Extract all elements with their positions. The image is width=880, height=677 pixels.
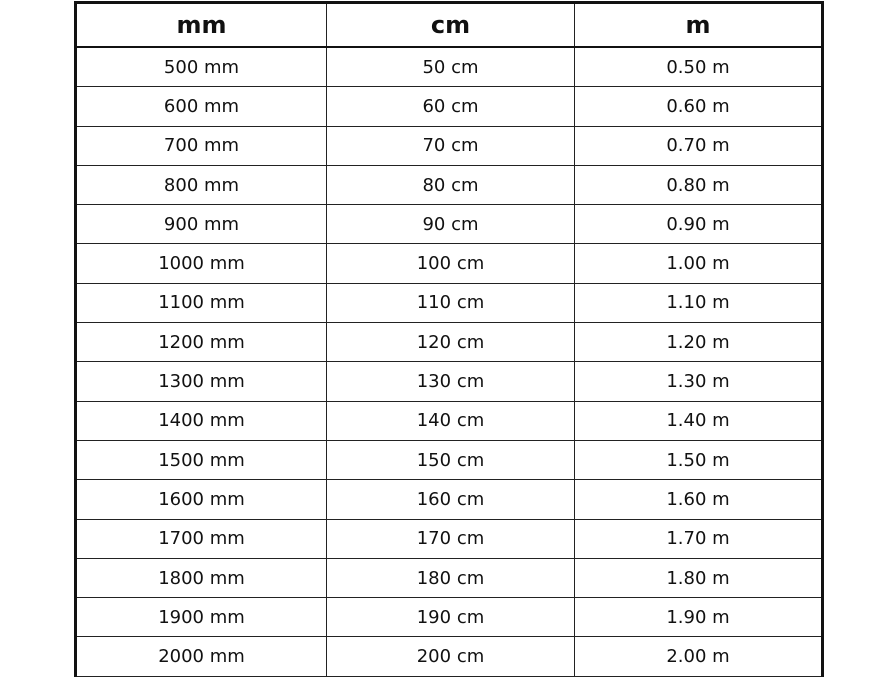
table-row (77, 48, 821, 87)
table-row (77, 166, 821, 205)
cell-m: 1.70 m (666, 528, 730, 550)
cell-m: 0.70 m (666, 135, 730, 157)
cell-m: 0.80 m (666, 174, 730, 196)
table-row (77, 244, 821, 283)
table-row (77, 127, 821, 166)
cell-mm: 700 mm (77, 127, 327, 165)
cell-cm: 200 cm (327, 637, 575, 675)
cell-m: 1.10 m (666, 292, 730, 314)
cell-cm: 80 cm (327, 166, 575, 204)
cell-cm: 170 cm (327, 520, 575, 558)
cell-cm: 130 cm (327, 362, 575, 400)
cell-cm: 190 cm (327, 598, 575, 636)
cell-mm: 1900 mm (77, 598, 327, 636)
cell-m: 0.90 m (666, 213, 730, 235)
cell-m: 1.30 m (666, 371, 730, 393)
table-row (77, 362, 821, 401)
cell-m: 2.00 m (666, 646, 730, 668)
cell-cm: 100 cm (327, 244, 575, 282)
cell-m: 1.40 m (666, 410, 730, 432)
cell-m: 1.90 m (666, 606, 730, 628)
table-row (77, 323, 821, 362)
header-m: m (685, 11, 711, 39)
conversion-table (74, 1, 824, 677)
cell-mm: 1500 mm (77, 441, 327, 479)
cell-cm: 180 cm (327, 559, 575, 597)
cell-mm: 1400 mm (77, 402, 327, 440)
cell-m: 1.80 m (666, 567, 730, 589)
table-row (77, 480, 821, 519)
table-row (77, 402, 821, 441)
cell-mm: 1600 mm (77, 480, 327, 518)
table-row (77, 520, 821, 559)
cell-m: 1.50 m (666, 449, 730, 471)
cell-m: 1.20 m (666, 331, 730, 353)
cell-cm: 110 cm (327, 284, 575, 322)
cell-mm: 1200 mm (77, 323, 327, 361)
table-row (77, 205, 821, 244)
cell-cm: 160 cm (327, 480, 575, 518)
cell-m: 0.60 m (666, 95, 730, 117)
header-mm: mm (77, 4, 327, 46)
cell-cm: 120 cm (327, 323, 575, 361)
cell-mm: 2000 mm (77, 637, 327, 675)
cell-cm: 90 cm (327, 205, 575, 243)
cell-m: 1.60 m (666, 488, 730, 510)
cell-mm: 900 mm (77, 205, 327, 243)
cell-mm: 1300 mm (77, 362, 327, 400)
cell-cm: 50 cm (327, 48, 575, 86)
table-row (77, 441, 821, 480)
cell-m: 1.00 m (666, 253, 730, 275)
cell-cm: 70 cm (327, 127, 575, 165)
cell-cm: 60 cm (327, 87, 575, 125)
cell-mm: 800 mm (77, 166, 327, 204)
table-row (77, 637, 821, 676)
cell-mm: 1800 mm (77, 559, 327, 597)
table-header-row (77, 4, 821, 48)
table-body (77, 48, 821, 677)
cell-mm: 500 mm (77, 48, 327, 86)
header-cm: cm (327, 4, 575, 46)
cell-cm: 150 cm (327, 441, 575, 479)
table-row (77, 87, 821, 126)
cell-cm: 140 cm (327, 402, 575, 440)
table-row (77, 284, 821, 323)
table-row (77, 559, 821, 598)
cell-mm: 1100 mm (77, 284, 327, 322)
table-row (77, 598, 821, 637)
cell-m: 0.50 m (666, 56, 730, 78)
cell-mm: 1700 mm (77, 520, 327, 558)
cell-mm: 600 mm (77, 87, 327, 125)
cell-mm: 1000 mm (77, 244, 327, 282)
